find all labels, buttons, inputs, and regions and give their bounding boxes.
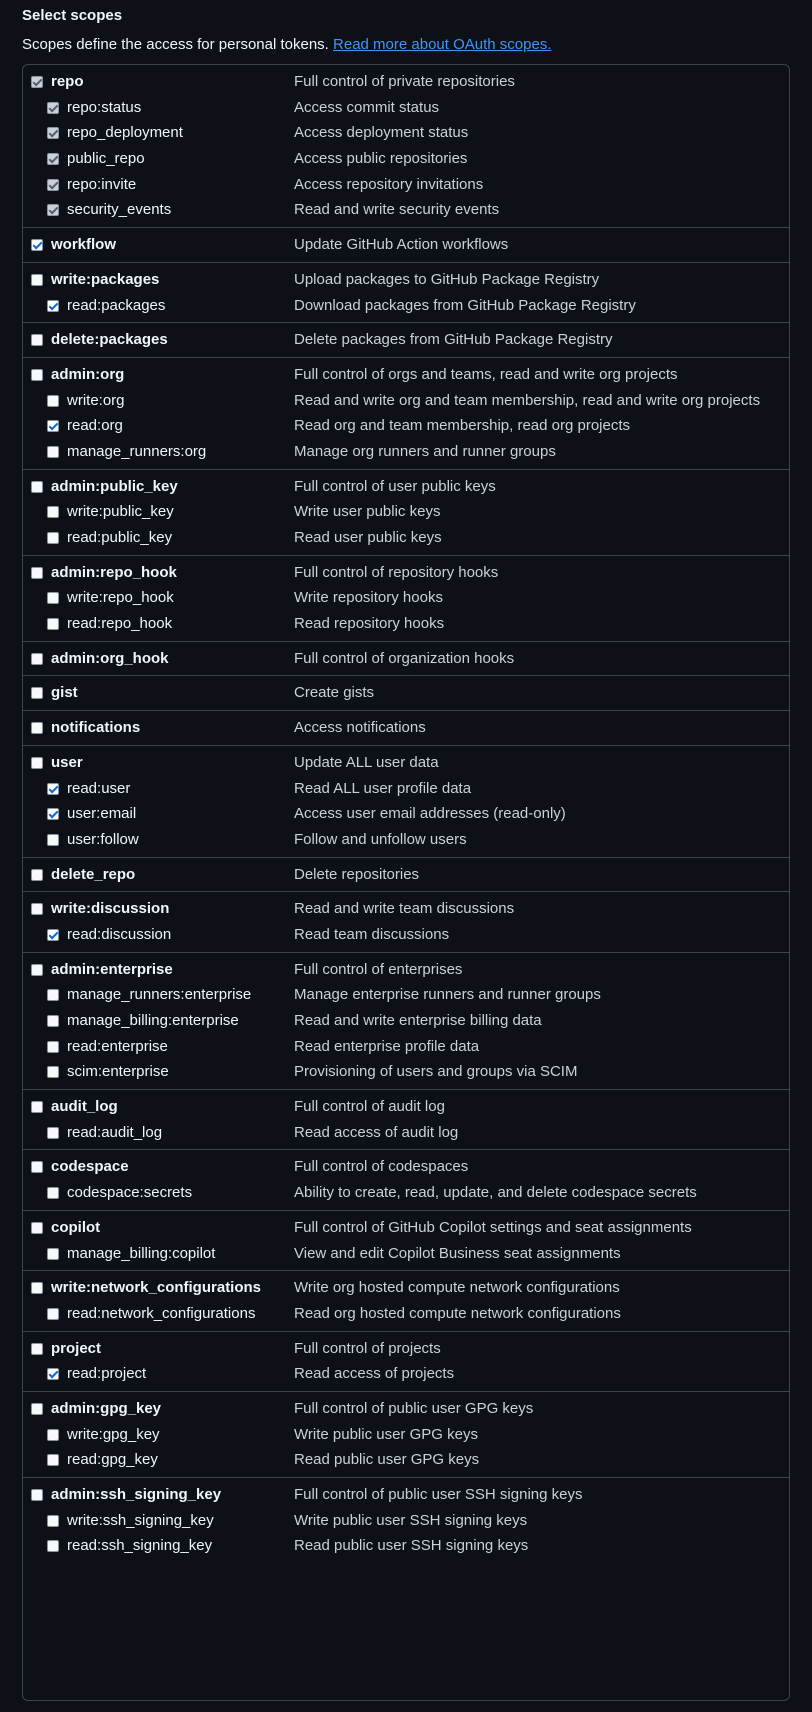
scope-checkbox[interactable] — [31, 757, 43, 769]
scope-group — [23, 262, 789, 322]
scope-description: Read team discussions — [294, 925, 450, 943]
scope-group — [23, 857, 789, 892]
scope-checkbox[interactable] — [47, 929, 59, 941]
section-description — [22, 34, 790, 56]
scope-name[interactable]: admin:org_hook — [51, 649, 169, 667]
scope-description: Full control of repository hooks — [294, 563, 499, 581]
scope-checkbox[interactable] — [47, 834, 59, 846]
scope-row-child — [23, 1508, 789, 1534]
scope-checkbox[interactable] — [47, 1015, 59, 1027]
scope-row-parent — [23, 327, 789, 353]
scope-row-parent — [23, 680, 789, 706]
scope-description: Write org hosted compute network configurations — [294, 1279, 620, 1297]
scope-name[interactable]: read:gpg_key — [67, 1451, 158, 1469]
scope-group — [23, 952, 789, 1089]
scope-row-child — [23, 982, 789, 1008]
scope-description: Update ALL user data — [294, 753, 439, 771]
scope-name[interactable]: workflow — [51, 236, 117, 254]
scope-group — [23, 1270, 789, 1330]
scope-row-child — [23, 1361, 789, 1387]
scope-name[interactable]: admin:ssh_signing_key — [51, 1486, 222, 1503]
scope-description: Read and write team discussions — [294, 900, 515, 918]
scope-row-child — [23, 197, 789, 223]
scope-description: Full control of organization hooks — [294, 649, 515, 667]
scope-description: Read ALL user profile data — [294, 779, 472, 797]
scope-description: Read user public keys — [294, 529, 442, 546]
scope-description: Download packages from GitHub Package Registry — [294, 296, 636, 314]
scope-checkbox[interactable] — [31, 369, 43, 381]
scope-row-parent — [23, 646, 789, 672]
scope-group — [23, 469, 789, 555]
scope-checkbox[interactable] — [47, 300, 59, 312]
scope-description: Full control of codespaces — [294, 1158, 469, 1176]
scope-checkbox[interactable] — [31, 903, 43, 915]
scope-row-parent — [23, 1215, 789, 1241]
scope-checkbox[interactable] — [31, 722, 43, 734]
scope-row-child — [23, 146, 789, 172]
scope-row-child — [23, 120, 789, 146]
scope-description: Manage enterprise runners and runner groups — [294, 986, 601, 1004]
scope-checkbox[interactable] — [31, 481, 43, 493]
scope-row-parent — [23, 69, 789, 95]
scope-checkbox[interactable] — [31, 1161, 43, 1173]
scope-group — [23, 675, 789, 710]
scope-checkbox[interactable] — [47, 1066, 59, 1078]
scope-row-child — [23, 1447, 789, 1473]
scope-description: Delete packages from GitHub Package Registry — [294, 331, 613, 349]
scope-group — [23, 891, 789, 951]
scope-name[interactable]: admin:repo_hook — [51, 563, 177, 581]
scope-name[interactable]: read:repo_hook — [67, 615, 173, 633]
scope-checkbox[interactable] — [47, 532, 59, 544]
scope-name[interactable]: repo:invite — [67, 175, 137, 193]
scope-group — [23, 227, 789, 262]
scope-description: Full control of audit log — [294, 1098, 445, 1116]
scope-group — [23, 641, 789, 676]
scope-row-child — [23, 499, 789, 525]
scope-group — [23, 65, 789, 227]
scope-row-child — [23, 1241, 789, 1267]
scope-checkbox[interactable] — [31, 1403, 43, 1415]
scope-name[interactable]: copilot — [51, 1218, 101, 1236]
scope-description: Access deployment status — [294, 124, 469, 142]
scope-row-parent — [23, 267, 789, 293]
scope-name[interactable]: read:discussion — [67, 925, 172, 943]
scope-description: Read and write security events — [294, 201, 500, 219]
scope-group — [23, 710, 789, 745]
scope-description: Follow and unfollow users — [294, 830, 467, 848]
scope-checkbox[interactable] — [47, 1248, 59, 1260]
section-title: Select scopes — [22, 7, 123, 24]
scope-group — [23, 1089, 789, 1149]
scope-name[interactable]: manage_runners:org — [67, 442, 207, 460]
scope-name[interactable]: read:user — [67, 779, 131, 797]
scope-row-child — [23, 776, 789, 802]
scope-checkbox[interactable] — [31, 1343, 43, 1355]
scope-row-parent — [23, 474, 789, 500]
scope-group — [23, 1477, 789, 1563]
scope-checkbox — [47, 127, 59, 139]
scope-row-child — [23, 388, 789, 414]
scope-row-child — [23, 1533, 789, 1559]
scope-name[interactable]: read:org — [67, 417, 123, 435]
scope-checkbox[interactable] — [31, 1222, 43, 1234]
scope-name[interactable]: codespace — [51, 1158, 129, 1176]
scope-description: Full control of user public keys — [294, 477, 496, 495]
scope-description: Read repository hooks — [294, 615, 445, 633]
scope-name[interactable]: user:email — [67, 805, 137, 823]
scope-name[interactable]: read:project — [67, 1365, 147, 1383]
scope-row-parent — [23, 1482, 789, 1508]
scope-description: Delete repositories — [294, 865, 420, 883]
scope-checkbox[interactable] — [47, 1308, 59, 1320]
scope-row-child — [23, 95, 789, 121]
scope-group — [23, 1210, 789, 1270]
scope-row-parent — [23, 1275, 789, 1301]
scope-checkbox[interactable] — [31, 1489, 43, 1501]
scope-row-child — [23, 172, 789, 198]
scope-description: Access public repositories — [294, 150, 468, 168]
scope-row-parent — [23, 715, 789, 741]
scope-name[interactable]: repo_deployment — [67, 124, 183, 142]
scope-checkbox[interactable] — [31, 1282, 43, 1294]
scope-name[interactable]: admin:gpg_key — [51, 1399, 162, 1417]
scope-row-child — [23, 585, 789, 611]
scope-row-parent — [23, 232, 789, 258]
scope-row-parent — [23, 1094, 789, 1120]
scope-row-parent — [23, 1396, 789, 1422]
scope-description: Read access of audit log — [294, 1123, 459, 1141]
scope-name[interactable]: repo — [51, 73, 84, 90]
scope-name[interactable]: write:packages — [51, 270, 160, 288]
scope-description: Write repository hooks — [294, 589, 443, 607]
scope-description: Write user public keys — [294, 503, 441, 521]
scope-description: Access commit status — [294, 98, 440, 116]
scope-name[interactable]: user:follow — [67, 830, 139, 848]
scope-description: Read enterprise profile data — [294, 1037, 480, 1055]
scope-description: Read access of projects — [294, 1365, 455, 1383]
scope-description: Provisioning of users and groups via SCIM — [294, 1063, 578, 1081]
scope-row-child — [23, 1180, 789, 1206]
scope-name[interactable]: security_events — [67, 201, 172, 219]
scope-name[interactable]: repo:status — [67, 98, 142, 116]
scope-description: Access user email addresses (read-only) — [294, 805, 566, 823]
scope-checkbox[interactable] — [47, 1041, 59, 1053]
scope-name[interactable]: read:public_key — [67, 529, 173, 546]
scope-checkbox[interactable] — [47, 1368, 59, 1380]
scope-row-child — [23, 525, 789, 551]
scope-row-parent — [23, 862, 789, 888]
scope-checkbox[interactable] — [47, 592, 59, 604]
scope-checkbox[interactable] — [31, 869, 43, 881]
scope-checkbox[interactable] — [47, 1127, 59, 1139]
scope-row-parent — [23, 896, 789, 922]
scope-row-child — [23, 413, 789, 439]
scope-row-child — [23, 1059, 789, 1085]
scope-row-child — [23, 439, 789, 465]
scope-row-child — [23, 293, 789, 319]
scope-row-parent — [23, 1336, 789, 1362]
scope-checkbox[interactable] — [31, 334, 43, 346]
scope-checkbox — [47, 204, 59, 216]
scope-checkbox[interactable] — [47, 420, 59, 432]
scope-checkbox[interactable] — [47, 783, 59, 795]
scope-checkbox — [47, 102, 59, 114]
scope-checkbox[interactable] — [47, 1187, 59, 1199]
scope-row-child — [23, 827, 789, 853]
scope-row-child — [23, 1120, 789, 1146]
scope-description: Ability to create, read, update, and delete codespace secrets — [294, 1184, 697, 1202]
scope-name[interactable]: manage_runners:enterprise — [67, 986, 252, 1004]
scope-description: Full control of public user SSH signing keys — [294, 1486, 583, 1503]
scope-description: Update GitHub Action workflows — [294, 236, 509, 254]
scope-name[interactable]: admin:org — [51, 365, 125, 383]
scope-checkbox[interactable] — [47, 395, 59, 407]
scope-checkbox — [47, 153, 59, 165]
scope-group — [23, 1391, 789, 1477]
scope-name[interactable]: admin:enterprise — [51, 960, 173, 978]
scope-checkbox[interactable] — [47, 506, 59, 518]
scope-name[interactable]: delete_repo — [51, 865, 136, 883]
scope-checkbox[interactable] — [47, 618, 59, 630]
scope-name[interactable]: write:public_key — [67, 503, 174, 521]
scope-row-parent — [23, 750, 789, 776]
scope-name[interactable]: write:repo_hook — [67, 589, 174, 607]
scope-checkbox[interactable] — [47, 1515, 59, 1527]
scope-description: Read and write org and team membership, read and write org projects — [294, 391, 761, 409]
description-text: Scopes define the access for personal tokens. — [22, 36, 329, 53]
scope-description: Access repository invitations — [294, 175, 484, 193]
scope-name[interactable]: notifications — [51, 719, 141, 737]
scope-name[interactable]: read:ssh_signing_key — [67, 1537, 213, 1555]
scope-row-child — [23, 922, 789, 948]
scope-checkbox — [31, 76, 43, 88]
scope-name[interactable]: read:audit_log — [67, 1123, 163, 1141]
scope-description: Full control of orgs and teams, read and write org projects — [294, 365, 678, 383]
scope-name[interactable]: audit_log — [51, 1098, 118, 1116]
scope-group — [23, 555, 789, 641]
scope-name[interactable]: gist — [51, 684, 78, 702]
scope-description: Read org and team membership, read org projects — [294, 417, 631, 435]
scope-row-child — [23, 611, 789, 637]
scope-name[interactable]: scim:enterprise — [67, 1063, 169, 1081]
scope-name[interactable]: write:gpg_key — [67, 1425, 160, 1443]
scope-description: Manage org runners and runner groups — [294, 442, 556, 460]
scope-checkbox — [47, 179, 59, 191]
scope-description: Full control of enterprises — [294, 960, 463, 978]
scope-row-child — [23, 1008, 789, 1034]
scope-description: Full control of private repositories — [294, 73, 515, 90]
scope-row-parent — [23, 362, 789, 388]
scope-description: Read org hosted compute network configurations — [294, 1304, 621, 1322]
scope-name[interactable]: write:discussion — [51, 900, 170, 918]
scope-row-child — [23, 1034, 789, 1060]
scope-checkbox[interactable] — [31, 274, 43, 286]
scope-description: Write public user GPG keys — [294, 1425, 478, 1443]
scope-description: Full control of GitHub Copilot settings and seat assignments — [294, 1218, 692, 1236]
scope-name[interactable]: project — [51, 1339, 102, 1357]
scope-description: Full control of public user GPG keys — [294, 1399, 534, 1417]
scope-checkbox[interactable] — [47, 1540, 59, 1552]
oauth-scopes-link[interactable]: Read more about OAuth scopes. — [333, 36, 552, 53]
scope-checkbox[interactable] — [31, 567, 43, 579]
scope-checkbox[interactable] — [31, 1101, 43, 1113]
scope-description: Create gists — [294, 684, 375, 702]
scope-name[interactable]: codespace:secrets — [67, 1184, 193, 1202]
scope-group — [23, 1149, 789, 1209]
scope-row-parent — [23, 560, 789, 586]
scope-group — [23, 322, 789, 357]
scope-group — [23, 745, 789, 857]
scope-row-child — [23, 801, 789, 827]
scope-name[interactable]: read:enterprise — [67, 1037, 168, 1055]
scope-row-parent — [23, 957, 789, 983]
scope-name[interactable]: public_repo — [67, 150, 145, 168]
scope-name[interactable]: admin:public_key — [51, 477, 178, 495]
scope-name[interactable]: read:packages — [67, 296, 166, 314]
scope-description: View and edit Copilot Business seat assignments — [294, 1244, 621, 1262]
scope-checkbox[interactable] — [31, 687, 43, 699]
scope-checkbox[interactable] — [31, 653, 43, 665]
scope-name[interactable]: write:network_configurations — [51, 1279, 262, 1297]
scope-row-child — [23, 1301, 789, 1327]
scope-description: Full control of projects — [294, 1339, 441, 1357]
scope-name[interactable]: read:network_configurations — [67, 1304, 256, 1322]
scope-checkbox[interactable] — [31, 239, 43, 251]
scope-name[interactable]: user — [51, 753, 83, 771]
scope-name[interactable]: delete:packages — [51, 331, 168, 349]
scopes-list — [22, 64, 790, 1701]
scope-name[interactable]: write:org — [67, 391, 125, 409]
scope-description: Write public user SSH signing keys — [294, 1511, 528, 1529]
scope-description: Upload packages to GitHub Package Registry — [294, 270, 600, 288]
scope-name[interactable]: manage_billing:copilot — [67, 1244, 216, 1262]
scope-group — [23, 357, 789, 469]
scope-description: Read public user SSH signing keys — [294, 1537, 529, 1555]
scope-checkbox[interactable] — [47, 808, 59, 820]
scope-checkbox[interactable] — [47, 446, 59, 458]
scope-name[interactable]: write:ssh_signing_key — [67, 1511, 214, 1529]
scope-row-parent — [23, 1154, 789, 1180]
scope-group — [23, 1331, 789, 1391]
scope-checkbox[interactable] — [47, 1429, 59, 1441]
scope-checkbox[interactable] — [47, 1454, 59, 1466]
scope-description: Read public user GPG keys — [294, 1451, 480, 1469]
scope-description: Access notifications — [294, 719, 426, 737]
scope-checkbox[interactable] — [31, 964, 43, 976]
scope-description: Read and write enterprise billing data — [294, 1012, 542, 1029]
scope-row-child — [23, 1422, 789, 1448]
scope-name[interactable]: manage_billing:enterprise — [67, 1012, 239, 1029]
scope-checkbox[interactable] — [47, 989, 59, 1001]
